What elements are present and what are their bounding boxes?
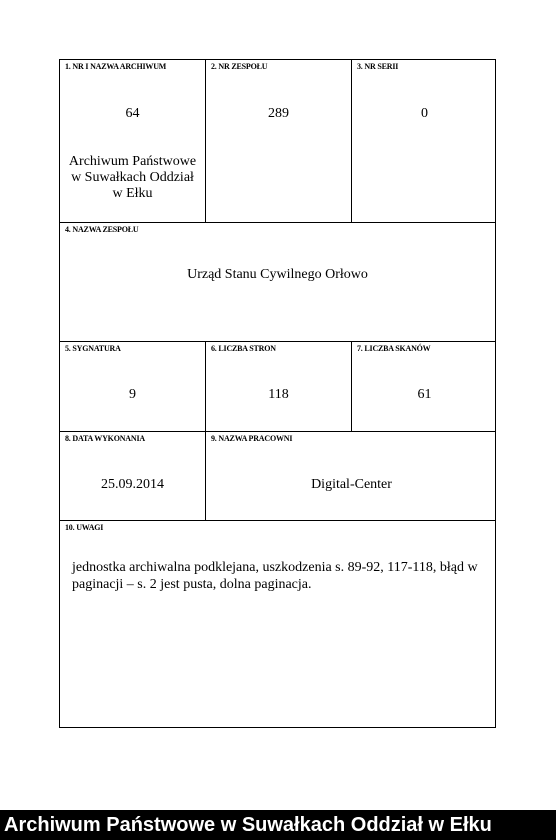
archive-label: 1. NR I NAZWA ARCHIWUM xyxy=(65,62,167,71)
page-count-value: 118 xyxy=(268,387,289,402)
date-value: 25.09.2014 xyxy=(101,477,164,492)
signature-cell xyxy=(60,342,205,431)
page-count-label: 6. LICZBA STRON xyxy=(211,344,276,353)
fonds-name-label: 4. NAZWA ZESPOŁU xyxy=(65,225,139,234)
fonds-number-cell xyxy=(205,60,351,222)
fonds-number-label: 2. NR ZESPOŁU xyxy=(211,62,268,71)
workshop-cell xyxy=(205,432,497,520)
row-notes xyxy=(60,521,495,727)
series-number-cell xyxy=(351,60,497,222)
series-number-label: 3. NR SERII xyxy=(357,62,399,71)
series-number-value: 0 xyxy=(421,106,428,121)
footer-banner: Archiwum Państwowe w Suwałkach Oddział w Ełku xyxy=(0,810,556,840)
archive-name: Archiwum Państwowe w Suwałkach Oddział w Ełku xyxy=(68,154,197,201)
row-date-workshop xyxy=(60,432,495,521)
workshop-label: 9. NAZWA PRACOWNI xyxy=(211,434,293,443)
date-label: 8. DATA WYKONANIA xyxy=(65,434,145,443)
row-counts xyxy=(60,342,495,432)
page-count-cell xyxy=(205,342,351,431)
metadata-card xyxy=(59,59,496,728)
scan-count-value: 61 xyxy=(417,387,432,402)
row-fonds-name xyxy=(60,223,495,342)
notes-label: 10. UWAGI xyxy=(65,523,104,532)
archive-cell xyxy=(60,60,205,222)
scan-count-cell xyxy=(351,342,497,431)
row-archive xyxy=(60,60,495,223)
signature-value: 9 xyxy=(129,387,136,402)
notes-value: jednostka archiwalna podklejana, uszkodzenia s. 89-92, 117-118, błąd w paginacji – s. 2 jest pusta, dolna paginacja. xyxy=(72,560,478,592)
archive-number: 64 xyxy=(125,106,140,121)
fonds-number-value: 289 xyxy=(268,106,289,121)
fonds-name-value: Urząd Stanu Cywilnego Orłowo xyxy=(187,267,368,282)
workshop-value: Digital-Center xyxy=(311,477,392,492)
date-cell xyxy=(60,432,205,520)
fonds-name-cell xyxy=(60,223,495,341)
signature-label: 5. SYGNATURA xyxy=(65,344,121,353)
notes-cell xyxy=(60,521,495,727)
scan-count-label: 7. LICZBA SKANÓW xyxy=(357,344,431,353)
